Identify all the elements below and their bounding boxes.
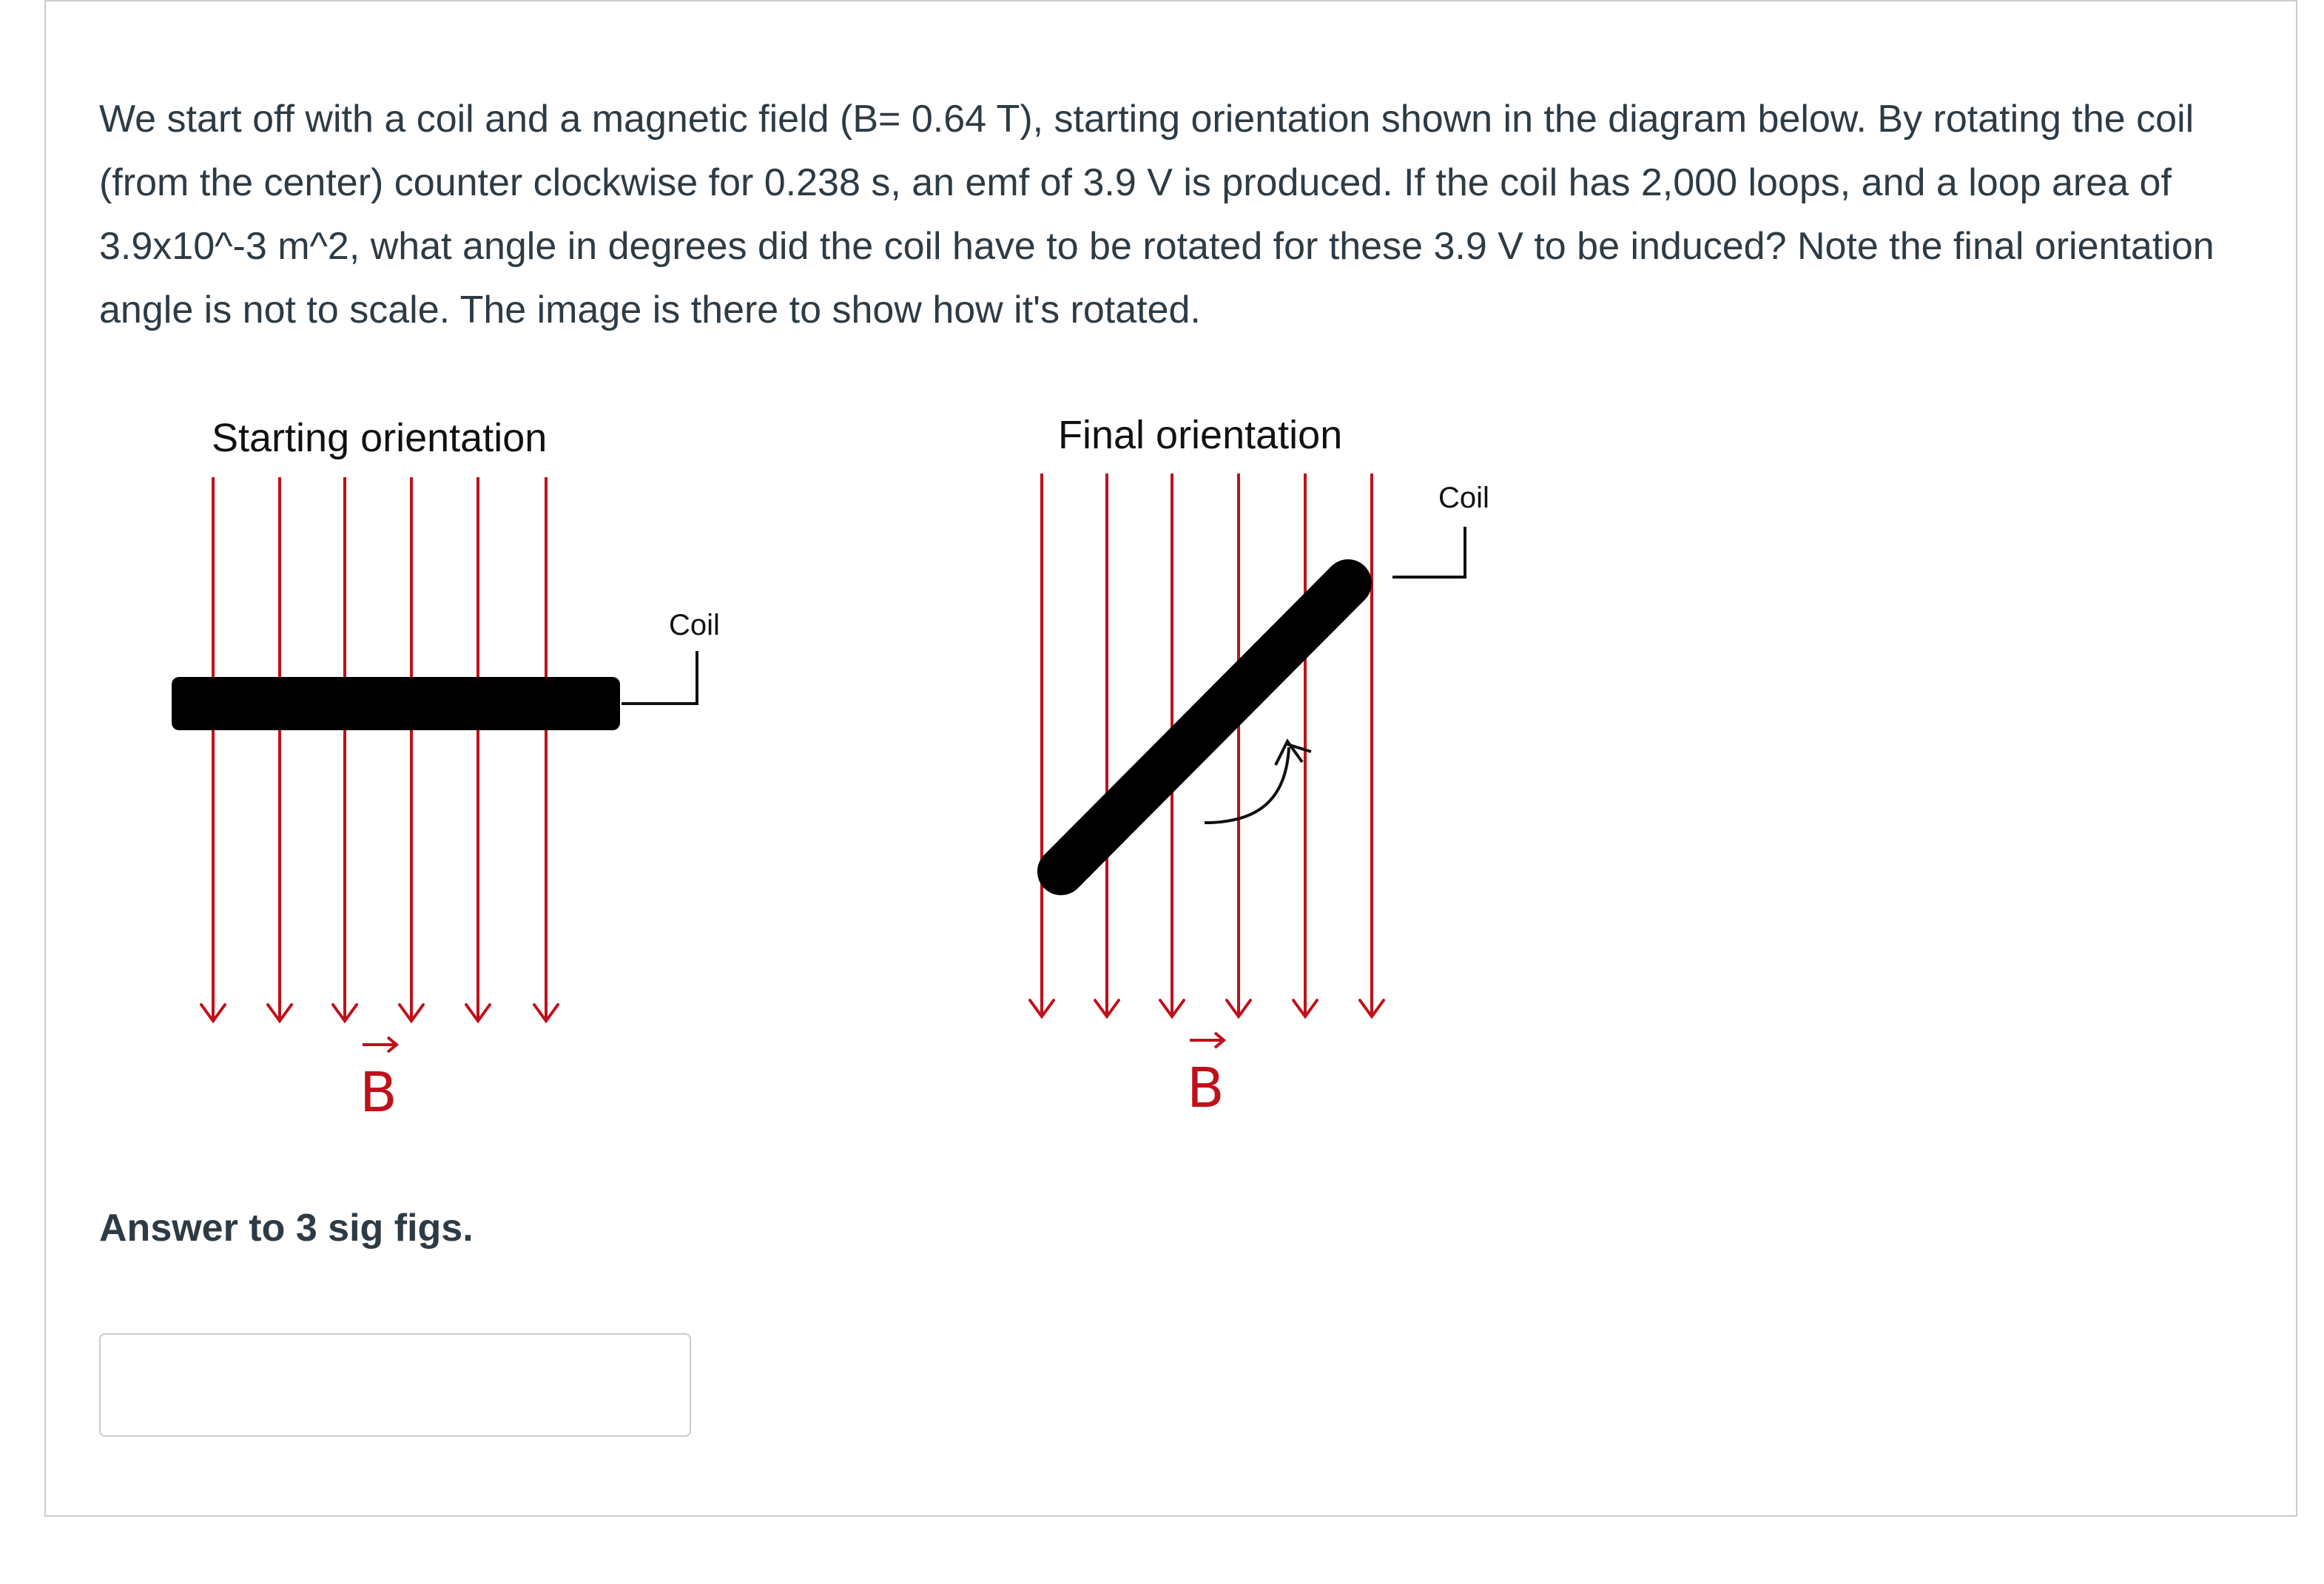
start-b-label: B [360,1061,397,1125]
question-text: We start off with a coil and a magnetic field (B= 0.64 T), starting orientation shown in the diagram below. By rotating the coil (from the center) counter clockwise for 0.238 s, an emf of 3.9 V is produced. If the coil has 2,000 loops, and a loop area of 3.9x10^-3 m^2, what angle in degrees did the coil have to be rotated for these 3.9 V to be induced? Note the final orientation angle is not to scale. The image is there to show how it's rotated. [99,98,2214,331]
start-title: Starting orientation [212,416,548,460]
rotation-arrow-curve [1205,747,1289,823]
final-field-arrowheads [1030,1000,1384,1017]
start-coil-leader [622,651,697,704]
final-title: Final orientation [1058,413,1343,457]
final-coil-leader [1392,527,1465,577]
start-coil-label: Coil [669,609,720,641]
answer-input[interactable] [99,1333,691,1437]
start-field-lines [213,477,546,1021]
answer-label: Answer to 3 sig figs. [99,1207,474,1250]
final-b-vector-label [1187,1033,1225,1120]
start-coil [172,677,620,730]
final-b-label: B [1187,1056,1225,1120]
final-coil-label: Coil [1438,482,1489,514]
start-field-arrowheads [201,1005,558,1021]
start-b-vector-label [360,1037,397,1125]
rotation-arrow-icon [1205,741,1311,823]
